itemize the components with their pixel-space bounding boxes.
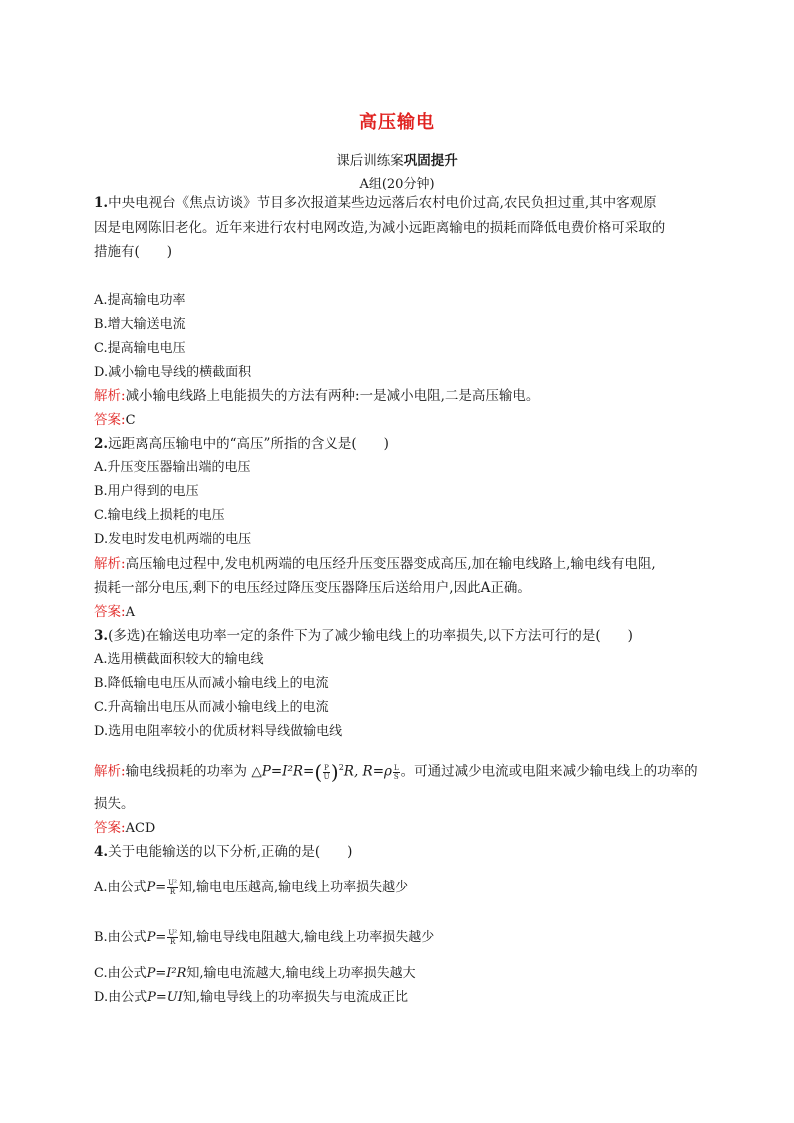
- q2-option-d: D.发电时发电机两端的电压: [94, 532, 252, 547]
- q3-option-d: D.选用电阻率较小的优质材料导线做输电线: [94, 724, 343, 739]
- q3-answer-value: ACD: [125, 821, 156, 836]
- q1-answer-value: C: [125, 413, 136, 428]
- q3-analysis-line2: 损失。: [94, 796, 135, 812]
- q3-answer-label: 答案:: [94, 820, 126, 836]
- q1-stem-line3: 措施有( ): [94, 244, 173, 260]
- q1-analysis: [94, 386, 539, 406]
- subtitle-prefix: 课后训练案: [336, 153, 404, 169]
- q4-option-b: [94, 928, 434, 948]
- q1-analysis-text: 减小输电线路上电能损失的方法有两种:一是减小电阻,二是高压输电。: [125, 388, 540, 404]
- q3-analysis-text-a: 输电线损耗的功率为: [125, 763, 248, 780]
- page-title: 高压输电: [359, 112, 435, 133]
- q2-number: 2.: [94, 436, 109, 452]
- q4-optA-pre: A.由公式: [94, 880, 147, 895]
- q2-stem-text: 远距离高压输电中的“高压”所指的含义是( ): [108, 436, 389, 452]
- q3-exponent: 2: [338, 763, 344, 772]
- q2-answer: [94, 602, 135, 623]
- q3-option-b: B.降低输电电压从而减小输电线上的电流: [94, 676, 329, 691]
- q2-analysis-line2: 损耗一部分电压,剩下的电压经过降压变压器降压后送给用户,因此A正确。: [94, 580, 531, 596]
- q1-stem-line1: [94, 193, 657, 213]
- q4-optB-den: R: [170, 938, 176, 946]
- q4-option-d: [94, 988, 408, 1008]
- q2-answer-value: A: [125, 605, 135, 620]
- subtitle-bold: 巩固提升: [403, 153, 458, 169]
- q2-option-b: B.用户得到的电压: [94, 484, 199, 499]
- group-label: A组(20分钟): [359, 177, 435, 192]
- section-subtitle: [0, 149, 794, 169]
- q4-stem-text: 关于电能输送的以下分析,正确的是( ): [108, 844, 353, 860]
- q1-option-d: D.减小输电导线的横截面积: [94, 365, 252, 380]
- q2-option-c: C.输电线上损耗的电压: [94, 508, 225, 523]
- q3-stem: [94, 626, 633, 646]
- q4-number: 4.: [94, 844, 109, 860]
- q4-stem: [94, 842, 352, 862]
- q1-answer-label: 答案:: [94, 412, 126, 428]
- q3-formula-mid: R, R=ρ: [343, 763, 392, 780]
- q4-optB-fraction: [167, 929, 178, 946]
- q4-optB-num: U²: [168, 929, 178, 937]
- q3-answer: [94, 818, 155, 839]
- q4-optD-post: 知,输电导线上的功率损失与电流成正比: [182, 990, 408, 1005]
- q4-optA-formula: P=: [146, 880, 167, 895]
- q4-optD-formula: P=UI: [147, 990, 183, 1005]
- q1-line1-text: 中央电视台《焦点访谈》节目多次报道某些边远落后农村电价过高,农民负担过重,其中客观原: [108, 195, 657, 211]
- q3-frac1-den: U: [323, 772, 330, 781]
- q4-option-c: [94, 964, 416, 984]
- q3-analysis-label: 解析:: [94, 763, 126, 780]
- q3-paren-open: (: [314, 760, 323, 784]
- q3-formula-delta: △P=I²R=: [251, 763, 315, 780]
- q4-optC-post: 知,输电电流越大,输电线上功率损失越大: [186, 966, 416, 981]
- q3-frac1-num: P: [324, 763, 329, 772]
- q4-optD-pre: D.由公式: [94, 990, 148, 1005]
- q4-optA-post: 知,输电电压越高,输电线上功率损失越少: [178, 880, 409, 895]
- q4-optC-formula: P=I²R: [146, 966, 187, 981]
- q4-option-a: [94, 878, 408, 898]
- q3-fraction-pu: [323, 764, 330, 781]
- q4-optA-num: U²: [168, 879, 177, 887]
- q3-analysis-text-b: 。可通过减少电流或电阻来减少输电线上的功率的: [400, 763, 698, 780]
- q3-stem-text: (多选)在输送电功率一定的条件下为了减少输电线上的功率损失,以下方法可行的是( ): [108, 628, 633, 644]
- q4-optB-post: 知,输电导线电阻越大,输电线上功率损失越少: [179, 930, 435, 945]
- q3-analysis-line1: [94, 758, 698, 782]
- q3-frac2-num: L: [393, 763, 399, 772]
- q4-optB-formula: P=: [146, 930, 167, 945]
- q1-answer: [94, 410, 136, 431]
- q1-option-c: C.提高输电电压: [94, 341, 186, 356]
- q2-stem: [94, 434, 389, 454]
- q1-number: 1.: [94, 195, 109, 211]
- q4-optC-pre: C.由公式: [94, 966, 147, 981]
- q1-analysis-label: 解析:: [94, 388, 126, 404]
- q1-option-a: A.提高输电功率: [94, 293, 186, 308]
- q3-option-c: C.升高输出电压从而减小输电线上的电流: [94, 700, 329, 715]
- q4-optB-pre: B.由公式: [94, 930, 147, 945]
- q1-stem-line2: 因是电网陈旧老化。近年来进行农村电网改造,为减小远距离输电的损耗而降低电费价格可采取的: [94, 220, 666, 236]
- q3-frac2-den: S: [393, 772, 399, 781]
- q4-optA-den: R: [169, 888, 176, 896]
- q3-paren-close: ): [330, 760, 339, 784]
- q1-option-b: B.增大输送电流: [94, 317, 186, 332]
- q2-analysis-label: 解析:: [94, 556, 126, 572]
- q2-option-a: A.升压变压器输出端的电压: [94, 460, 251, 475]
- q2-analysis-line1: [94, 554, 656, 574]
- q4-optA-fraction: [167, 879, 178, 896]
- q2-analysis-text1: 高压输电过程中,发电机两端的电压经升压变压器变成高压,加在输电线路上,输电线有电阻,: [125, 556, 656, 572]
- q3-option-a: A.选用横截面积较大的输电线: [94, 652, 264, 667]
- q3-number: 3.: [94, 628, 109, 644]
- q2-answer-label: 答案:: [94, 604, 126, 620]
- q3-fraction-ls: [393, 764, 400, 781]
